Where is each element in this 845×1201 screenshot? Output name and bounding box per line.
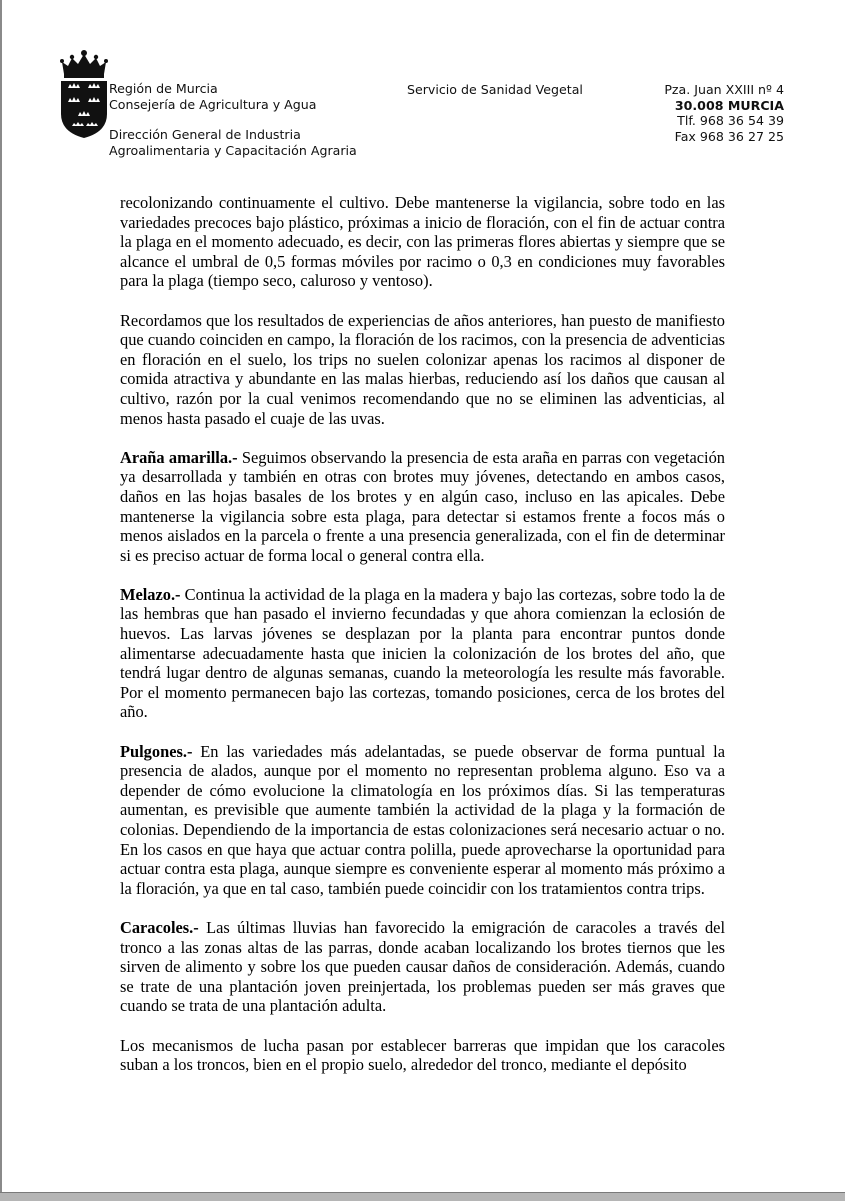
paragraph-caracoles <box>120 918 725 1016</box>
paragraph-adventicias: Recordamos que los resultados de experiencias de años anteriores, han puesto de manifiesto que cuando coinciden en campo, la floración de los racimos, con la presencia de adventicias en floración en el suelo, los trips no suelen colonizar apenas los racimos al disponer de comida atractiva y abundante en las malas hierbas, reduciendo así los daños que causan al cultivo, razón por la cual venimos recomendando que no se eliminen las adventicias, al menos hasta pasado el cuaje de las uvas. <box>120 310 725 428</box>
header-direccion-block <box>109 127 357 158</box>
paragraph-melazo <box>120 585 725 722</box>
heading-pulgones: Pulgones.- <box>120 741 193 761</box>
address-city: 30.008 MURCIA <box>674 97 784 113</box>
header-region-block <box>109 81 316 112</box>
direccion-line-1: Dirección General de Industria <box>109 127 301 142</box>
header-address-block <box>606 82 784 144</box>
text-arana-amarilla: Seguimos observando la presencia de esta araña en parras con vegetación ya desarrollada y también en otras con brotes muy jóvenes, detectando en ambos casos, daños en las hojas basales de los brotes y en algún caso, incluso en las apicales. Debe mantenerse la vigilancia sobre esta plaga, para detectar si estamos frente a focos más o menos aislados en la parcela o frente a una presencia generalizada, con el fin de determinar si es preciso actuar de forma local o general contra ella. <box>120 447 725 565</box>
address-street: Pza. Juan XXIII nº 4 <box>664 82 784 97</box>
direccion-line-2: Agroalimentaria y Capacitación Agraria <box>109 142 357 158</box>
paragraph-pulgones <box>120 742 725 899</box>
text-melazo: Continua la actividad de la plaga en la madera y bajo las cortezas, sobre todo la de las hembras que han pasado el invierno fecundadas y que ahora comienzan la eclosión de huevos. Las larvas jóvenes se desplazan por la planta para encontrar puntos donde alimentarse adecuadamente hasta que inicien la colonización de los brotes del año, que tendrá lugar dentro de algunas semanas, cuando la meteorología les resulte más favorable. Por el momento permanecen bajo las cortezas, tomando posiciones, cerca de los brotes del año. <box>120 584 725 722</box>
servicio-name: Servicio de Sanidad Vegetal <box>407 82 583 97</box>
paragraph-mecanismos: Los mecanismos de lucha pasan por establecer barreras que impidan que los caracoles suban a los troncos, bien en el propio suelo, alrededor del tronco, mediante el depósito <box>120 1035 725 1075</box>
address-phone: Tlf. 968 36 54 39 <box>677 113 784 129</box>
text-pulgones: En las variedades más adelantadas, se puede observar de forma puntual la presencia de alados, aunque por el momento no representan problema alguno. Eso va a depender de cómo evolucione la climatología en los próximos días. Si las temperaturas aumentan, es previsible que aumente también la actividad de la plaga y la formación de colonias. Dependiendo de la importancia de estas colonizaciones será necesario actuar o no. En los casos en que haya que actuar contra polilla, puede aprovecharse la oportunidad para actuar contra esta plaga, aunque siempre es conveniente esperar al momento más próximo a la floración, ya que en tal caso, también puede coincidir con los tratamientos contra trips. <box>120 741 725 898</box>
text-caracoles: Las últimas lluvias han favorecido la emigración de caracoles a través del tronco a las zonas altas de las parras, donde acaban localizando los brotes tiernos que les sirven de alimento y sobre los que pueden causar daños de consideración. Además, cuando se trate de una plantación joven preinjertada, los problemas pueden ser más graves que cuando se trata de una plantación adulta. <box>120 917 725 1016</box>
document-body <box>120 193 725 1094</box>
heading-arana-amarilla: Araña amarilla.- <box>120 447 238 467</box>
paragraph-arana-amarilla <box>120 448 725 566</box>
region-name: Región de Murcia <box>109 81 218 96</box>
paragraph-trips-continued: recolonizando continuamente el cultivo. Debe mantenerse la vigilancia, sobre todo en las variedades precoces bajo plástico, próximas a inicio de floración, con el fin de actuar contra la plaga en el momento adecuado, es decir, con las primeras flores abiertas y siempre que se alcance el umbral de 0,5 formas móviles por racimo o 0,3 en condiciones muy favorables para la plaga (tiempo seco, caluroso y ventoso). <box>120 193 725 291</box>
heading-caracoles: Caracoles.- <box>120 917 199 937</box>
page-left-border <box>0 0 2 1200</box>
heading-melazo: Melazo.- <box>120 584 181 604</box>
consejeria-name: Consejería de Agricultura y Agua <box>109 96 317 112</box>
address-fax: Fax 968 36 27 25 <box>674 128 784 144</box>
murcia-crest-logo <box>58 48 110 140</box>
